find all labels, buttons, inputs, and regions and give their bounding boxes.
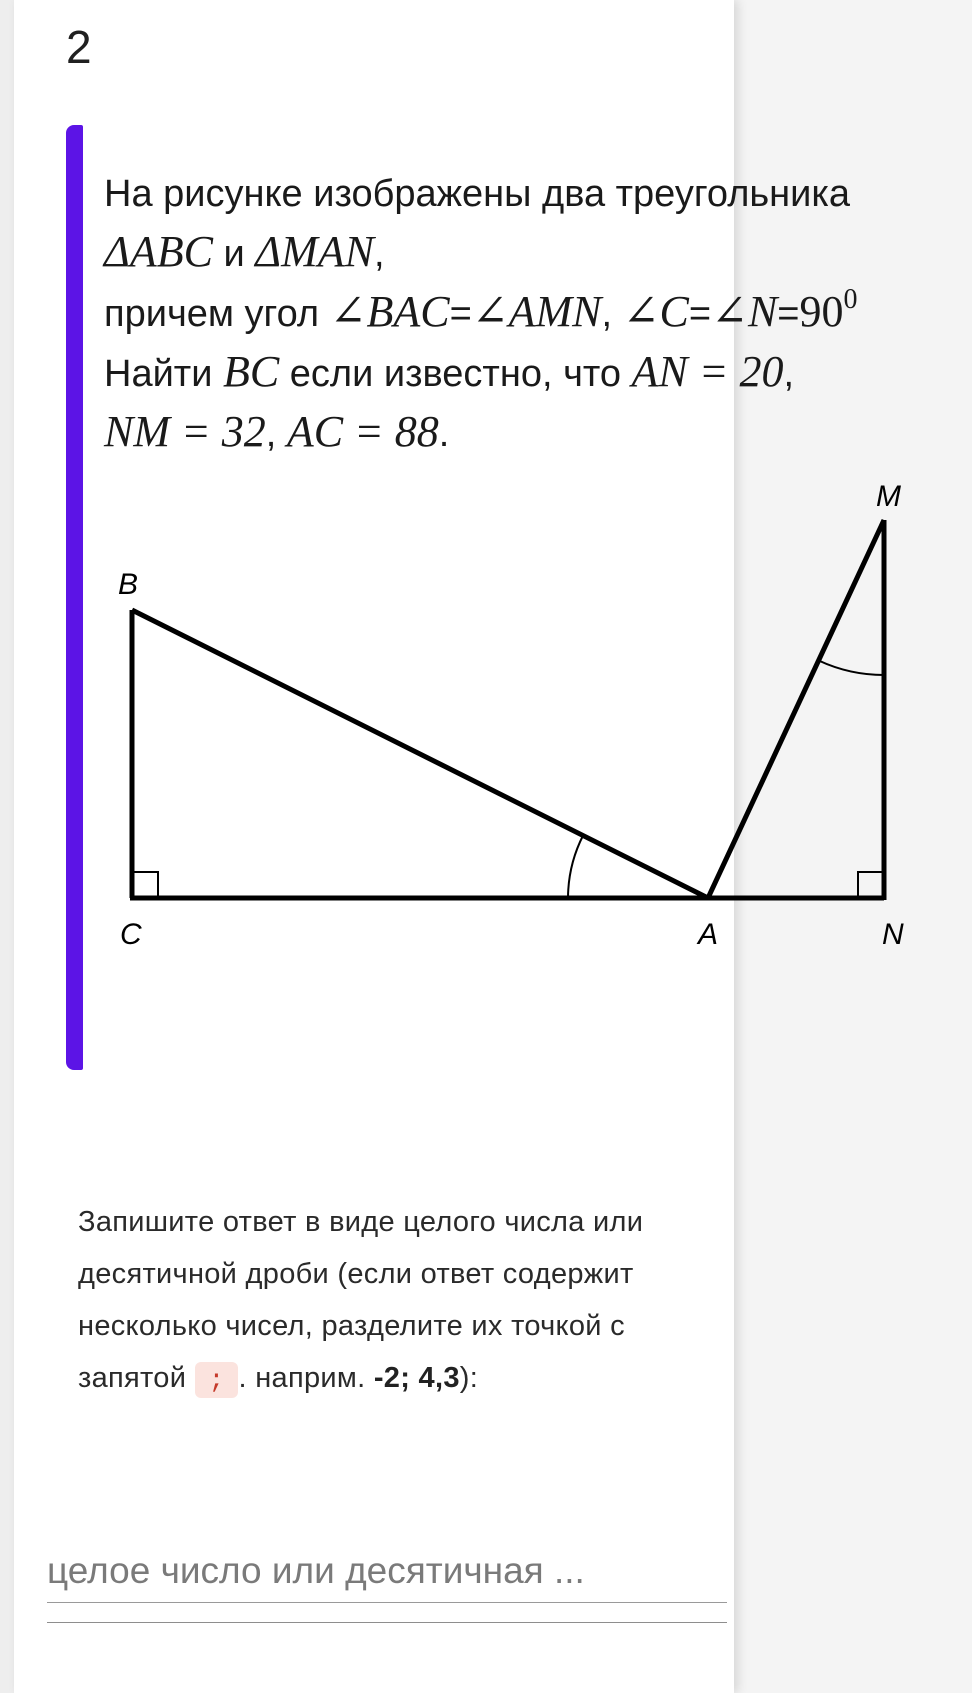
segment-am <box>708 520 884 898</box>
right-angle-c-mark <box>132 872 158 898</box>
triangle-abc: ΔABC <box>104 227 213 276</box>
angle-arc-amn <box>819 661 884 676</box>
ninety-degrees: 90 <box>799 287 844 336</box>
left-margin-strip <box>0 0 14 1693</box>
label-m: M <box>876 480 901 513</box>
task-line-5: NM = 32, AC = 88. <box>104 407 450 456</box>
find-bc: BC <box>223 347 280 396</box>
condition-ac: AC = 88 <box>286 407 439 456</box>
task-line-4: Найти BC если известно, что AN = 20, <box>104 347 795 396</box>
triangles-figure <box>104 468 972 968</box>
answer-instructions: Запишите ответ в виде целого числа или десятичной дроби (если ответ содержит несколько чисел, разделите их точкой с запятой ; . наприм. -2; 4,3): <box>78 1196 718 1404</box>
angle-n: ∠N <box>711 287 778 336</box>
task-line-3: причем угол ∠BAC=∠AMN, $\angle C=\angle N=90^0$ <box>104 284 858 336</box>
right-angle-n-mark <box>858 872 884 898</box>
segment-ba <box>132 610 708 898</box>
answer-underline <box>47 1622 727 1623</box>
question-card <box>14 0 904 1693</box>
task-line-1: На рисунке изображены два треугольника <box>104 173 850 215</box>
angle-c: ∠C <box>622 287 689 336</box>
question-accent-bar <box>66 125 83 1070</box>
angle-arc-bac <box>568 835 583 898</box>
angle-amn: ∠AMN <box>471 287 602 336</box>
label-c: C <box>120 918 142 951</box>
triangle-man: ΔMAN <box>255 227 374 276</box>
label-b: B <box>118 568 139 601</box>
answer-input[interactable] <box>47 1540 727 1603</box>
task-line-2: ΔABC и ΔMAN, <box>104 227 385 276</box>
question-text <box>104 166 972 463</box>
condition-nm: NM = 32 <box>104 407 266 456</box>
condition-an: AN = 20 <box>631 347 784 396</box>
question-number: 2 <box>66 21 92 73</box>
label-a: A <box>698 918 719 951</box>
semicolon-chip: ; <box>195 1362 239 1398</box>
label-n: N <box>882 918 904 951</box>
degree-superscript: 0 <box>843 284 858 315</box>
angle-bac: ∠BAC <box>329 287 450 336</box>
example-values: -2; 4,3 <box>373 1362 460 1394</box>
